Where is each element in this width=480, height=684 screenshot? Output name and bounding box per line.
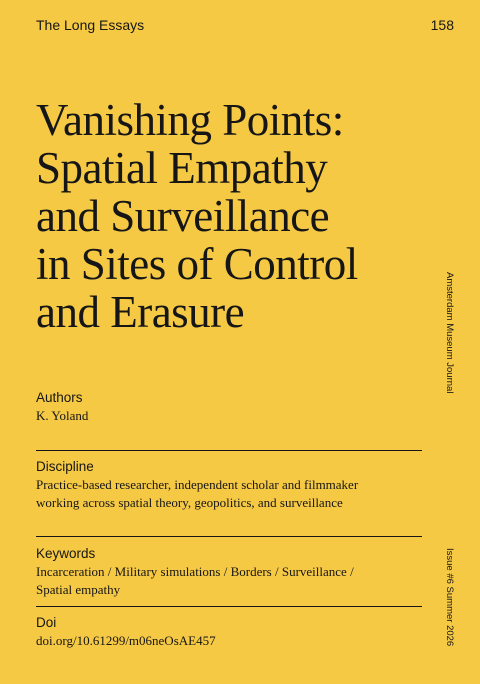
title-line: in Sites of Control [36, 239, 358, 289]
keywords-section [36, 545, 422, 599]
section-divider [36, 536, 422, 537]
issue-info-vertical: Issue #6 Summer 2026 [444, 548, 455, 647]
article-title [36, 96, 436, 336]
title-line: and Erasure [36, 287, 245, 337]
keywords-line: Incarceration / Military simulations / Borders / Surveillance / [36, 564, 354, 579]
keywords-label: Keywords [36, 546, 96, 561]
authors-value: K. Yoland [36, 408, 89, 423]
discipline-section [36, 458, 422, 512]
doi-label: Doi [36, 615, 57, 630]
series-name: The Long Essays [36, 17, 145, 33]
discipline-label: Discipline [36, 459, 94, 474]
title-line: Spatial Empathy [36, 143, 328, 193]
authors-label: Authors [36, 390, 83, 405]
journal-name-vertical: Amsterdam Museum Journal [444, 272, 455, 394]
doi-link[interactable]: doi.org/10.61299/m06neOsAE457 [36, 633, 216, 648]
title-line: and Surveillance [36, 191, 330, 241]
discipline-line: Practice-based researcher, independent scholar and filmmaker [36, 477, 359, 492]
keywords-line: Spatial empathy [36, 582, 121, 597]
page-number: 158 [430, 17, 454, 33]
section-divider [36, 450, 422, 451]
doi-section [36, 614, 422, 650]
section-divider [36, 606, 422, 607]
title-line: Vanishing Points: [36, 95, 344, 145]
authors-section [36, 389, 422, 425]
discipline-line: working across spatial theory, geopolitics, and surveillance [36, 495, 343, 510]
